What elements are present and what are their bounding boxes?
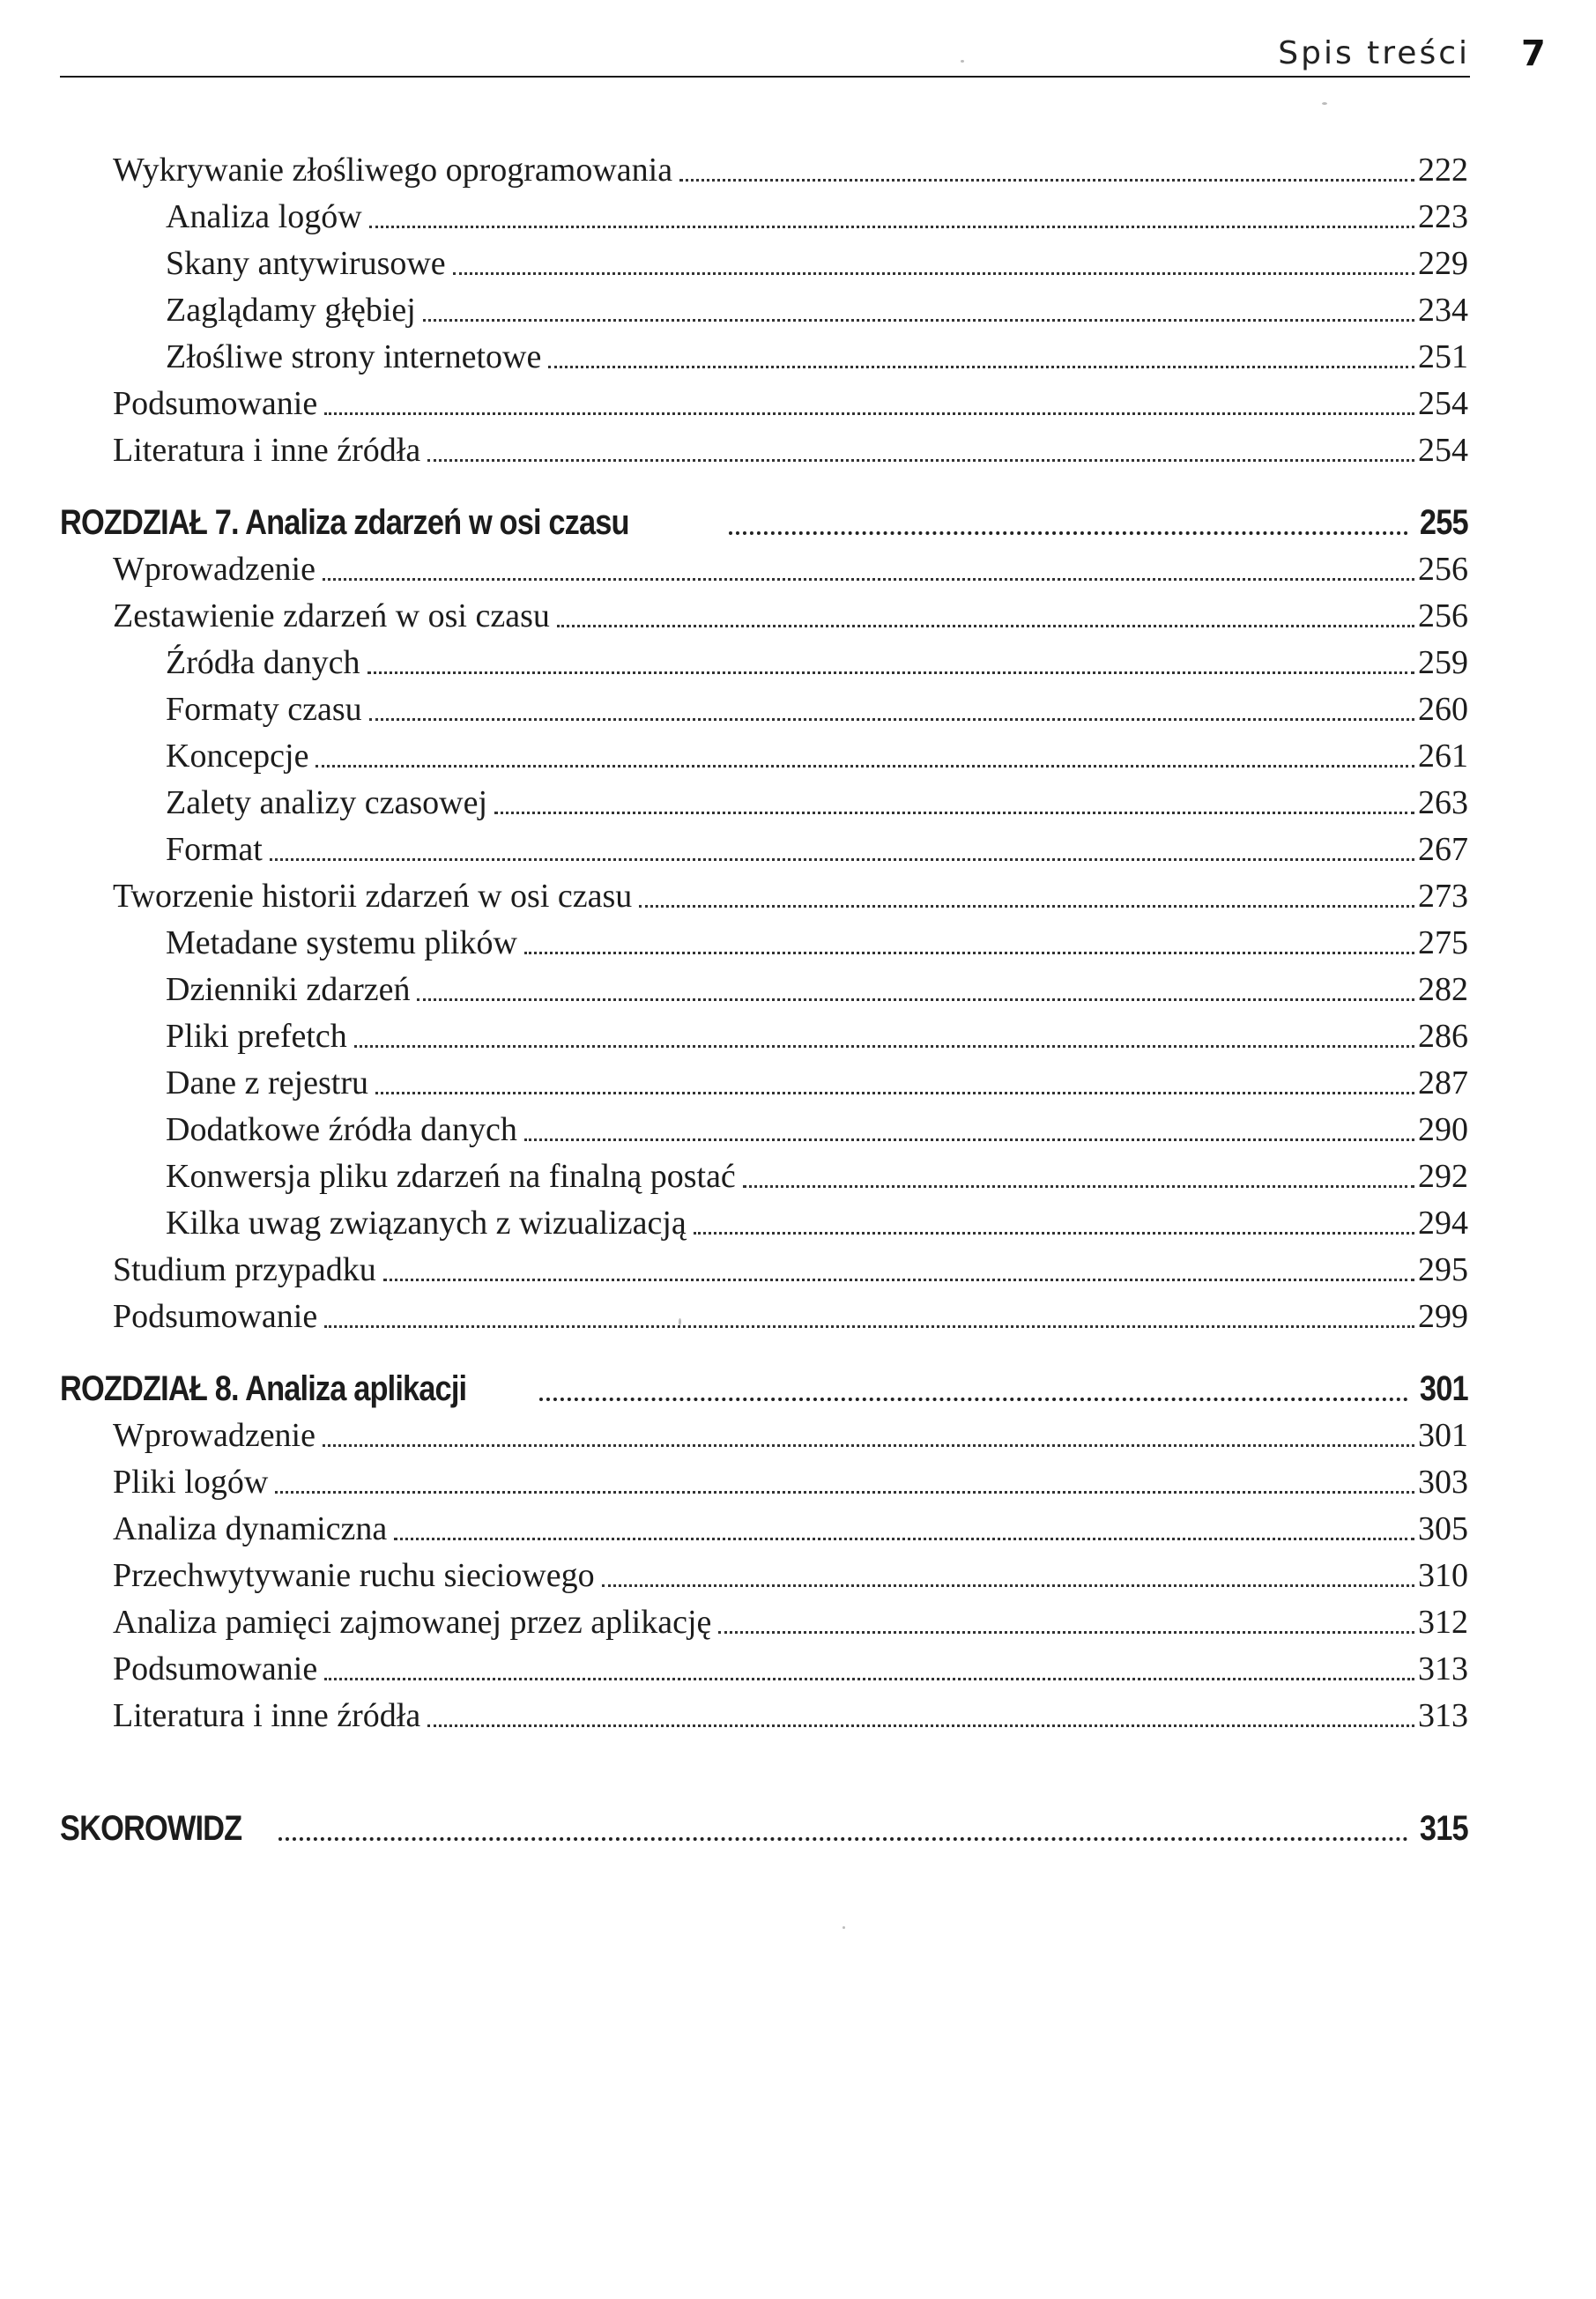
dot-leader (324, 412, 1414, 415)
toc-entry-label: Wprowadzenie (113, 1417, 315, 1454)
toc-index-entry[interactable] (60, 1808, 1468, 1849)
toc-entry-label: Podsumowanie (113, 1650, 318, 1687)
index-label: SKOROWIDZ (60, 1809, 242, 1848)
toc-entry-page: 313 (1418, 1697, 1468, 1734)
dot-leader (324, 1325, 1414, 1328)
toc-entry-label: Wprowadzenie (113, 551, 315, 588)
dot-leader (369, 226, 1414, 228)
dot-leader (453, 272, 1414, 275)
toc-chapter-entry[interactable] (60, 1368, 1468, 1409)
dot-leader (417, 998, 1414, 1001)
scan-speck (1322, 102, 1327, 105)
dot-leader (369, 718, 1414, 721)
toc-entry-page: 251 (1418, 338, 1468, 375)
toc-entry-page: 303 (1418, 1464, 1468, 1501)
toc-entry[interactable] (166, 1016, 1468, 1057)
toc-entry-page: 223 (1418, 198, 1468, 235)
toc-entry[interactable] (166, 1063, 1468, 1103)
toc-chapter-entry[interactable] (60, 502, 1468, 543)
toc-entry-label: Konwersja pliku zdarzeń na finalną postać (166, 1158, 736, 1195)
toc-entry-page: 294 (1418, 1205, 1468, 1242)
dot-leader (383, 1279, 1414, 1281)
toc-entry[interactable] (166, 197, 1468, 237)
toc-entry[interactable] (166, 243, 1468, 284)
chapter-label: ROZDZIAŁ 7. Analiza zdarzeń w osi czasu (60, 503, 629, 542)
toc-entry-label: Format (166, 831, 263, 868)
toc-entry-page: 286 (1418, 1018, 1468, 1055)
running-header (60, 32, 1470, 78)
page-number: 7 (1521, 33, 1546, 74)
dot-leader (743, 1185, 1414, 1188)
toc-entry[interactable] (113, 1250, 1468, 1290)
toc-entry-page: 254 (1418, 432, 1468, 469)
toc-entry-label: Koncepcje (166, 738, 309, 775)
dot-leader (315, 765, 1414, 768)
toc-entry[interactable] (113, 1296, 1468, 1337)
toc-entry[interactable] (166, 689, 1468, 730)
toc-entry-page: 229 (1418, 245, 1468, 282)
dot-leader (323, 578, 1414, 581)
dot-leader (270, 858, 1414, 861)
toc-entry[interactable] (166, 642, 1468, 683)
toc-entry-label: Źródła danych (166, 644, 360, 681)
dot-leader (524, 952, 1414, 954)
dot-leader (694, 1232, 1414, 1235)
dot-leader (539, 1398, 1408, 1401)
toc-entry-page: 313 (1418, 1650, 1468, 1687)
toc-entry[interactable] (113, 1695, 1468, 1736)
scan-speck (679, 1318, 681, 1325)
toc-entry-label: Dodatkowe źródła danych (166, 1111, 517, 1148)
toc-entry[interactable] (166, 969, 1468, 1010)
toc-entry[interactable] (113, 1509, 1468, 1549)
toc-entry-label: Kilka uwag związanych z wizualizacją (166, 1205, 687, 1242)
toc-entry-label: Wykrywanie złośliwego oprogramowania (113, 152, 673, 189)
toc-entry[interactable] (166, 1203, 1468, 1243)
toc-entry-page: 222 (1418, 152, 1468, 189)
scan-speck (843, 1926, 845, 1929)
toc-entry[interactable] (166, 829, 1468, 870)
dot-leader (394, 1538, 1414, 1540)
toc-entry-page: 292 (1418, 1158, 1468, 1195)
toc-entry-label: Złośliwe strony internetowe (166, 338, 542, 375)
toc-entry-label: Literatura i inne źródła (113, 432, 421, 469)
toc-entry[interactable] (113, 596, 1468, 636)
chapter-label: ROZDZIAŁ 8. Analiza aplikacji (60, 1369, 467, 1408)
toc-entry-page: 263 (1418, 784, 1468, 821)
toc-entry-label: Zestawienie zdarzeń w osi czasu (113, 597, 550, 634)
toc-entry-label: Skany antywirusowe (166, 245, 446, 282)
dot-leader (427, 459, 1414, 462)
dot-leader (548, 366, 1414, 368)
toc-entry-label: Studium przypadku (113, 1251, 376, 1288)
toc-entry-label: Przechwytywanie ruchu sieciowego (113, 1557, 595, 1594)
toc-entry-page: 301 (1418, 1417, 1468, 1454)
toc-entry-page: 261 (1418, 738, 1468, 775)
toc-entry-page: 260 (1418, 691, 1468, 728)
toc-entry-label: Tworzenie historii zdarzeń w osi czasu (113, 878, 633, 915)
dot-leader (639, 905, 1414, 908)
dot-leader (679, 179, 1414, 182)
toc-entry[interactable] (166, 782, 1468, 823)
toc-entry-label: Formaty czasu (166, 691, 362, 728)
dot-leader (729, 531, 1408, 535)
toc-entry[interactable] (113, 1462, 1468, 1502)
toc-entry-label: Pliki logów (113, 1464, 269, 1501)
scan-speck (961, 60, 964, 63)
toc-entry-label: Literatura i inne źródła (113, 1697, 421, 1734)
toc-entry[interactable] (166, 290, 1468, 330)
toc-entry[interactable] (113, 383, 1468, 424)
dot-leader (602, 1584, 1414, 1587)
toc-entry-page: 310 (1418, 1557, 1468, 1594)
dot-leader (427, 1724, 1414, 1727)
dot-leader (354, 1045, 1414, 1048)
toc-entry-page: 287 (1418, 1064, 1468, 1101)
dot-leader (557, 625, 1414, 627)
toc-entry[interactable] (113, 1415, 1468, 1456)
index-page: 315 (1420, 1809, 1468, 1848)
toc-entry[interactable] (166, 337, 1468, 377)
toc-entry[interactable] (113, 876, 1468, 916)
toc-entry-page: 267 (1418, 831, 1468, 868)
header-rule (60, 76, 1470, 78)
toc-entry-label: Dane z rejestru (166, 1064, 368, 1101)
dot-leader (375, 1092, 1414, 1094)
dot-leader (494, 812, 1414, 814)
toc-entry-label: Podsumowanie (113, 1298, 318, 1335)
toc-entry-label: Metadane systemu plików (166, 924, 517, 961)
chapter-page: 301 (1420, 1369, 1468, 1408)
toc-entry-page: 305 (1418, 1510, 1468, 1547)
toc-entry[interactable] (113, 549, 1468, 590)
dot-leader (718, 1631, 1414, 1634)
toc-entry-page: 254 (1418, 385, 1468, 422)
dot-leader (323, 1444, 1414, 1447)
toc-entry-page: 273 (1418, 878, 1468, 915)
toc-entry-label: Zalety analizy czasowej (166, 784, 488, 821)
toc-entry-label: Podsumowanie (113, 385, 318, 422)
toc-entry[interactable] (113, 1602, 1468, 1643)
toc-entry[interactable] (113, 1649, 1468, 1689)
toc-entry[interactable] (113, 150, 1468, 190)
toc-entry[interactable] (113, 1555, 1468, 1596)
toc-entry[interactable] (113, 430, 1468, 471)
dot-leader (278, 1837, 1408, 1841)
toc-entry-page: 259 (1418, 644, 1468, 681)
toc-entry-label: Analiza dynamiczna (113, 1510, 388, 1547)
dot-leader (275, 1491, 1414, 1494)
toc-entry-label: Analiza pamięci zajmowanej przez aplikację (113, 1604, 712, 1641)
dot-leader (367, 671, 1414, 674)
toc-entry-page: 234 (1418, 292, 1468, 329)
toc-entry-page: 282 (1418, 971, 1468, 1008)
toc-entry[interactable] (166, 1109, 1468, 1150)
toc-entry-page: 256 (1418, 551, 1468, 588)
header-title: Spis treści (1278, 35, 1470, 71)
dot-leader (423, 319, 1414, 322)
toc-entry-page: 290 (1418, 1111, 1468, 1148)
toc-entry-page: 312 (1418, 1604, 1468, 1641)
toc-entry[interactable] (166, 736, 1468, 776)
toc-entry[interactable] (166, 923, 1468, 963)
toc-entry-label: Analiza logów (166, 198, 362, 235)
toc-entry-label: Zaglądamy głębiej (166, 292, 416, 329)
toc-entry-label: Pliki prefetch (166, 1018, 347, 1055)
toc-entry-label: Dzienniki zdarzeń (166, 971, 411, 1008)
toc-entry-page: 295 (1418, 1251, 1468, 1288)
chapter-page: 255 (1420, 503, 1468, 542)
dot-leader (524, 1138, 1414, 1141)
dot-leader (324, 1678, 1414, 1680)
toc-entry[interactable] (166, 1156, 1468, 1197)
toc-entry-page: 299 (1418, 1298, 1468, 1335)
toc-entry-page: 256 (1418, 597, 1468, 634)
toc-entry-page: 275 (1418, 924, 1468, 961)
